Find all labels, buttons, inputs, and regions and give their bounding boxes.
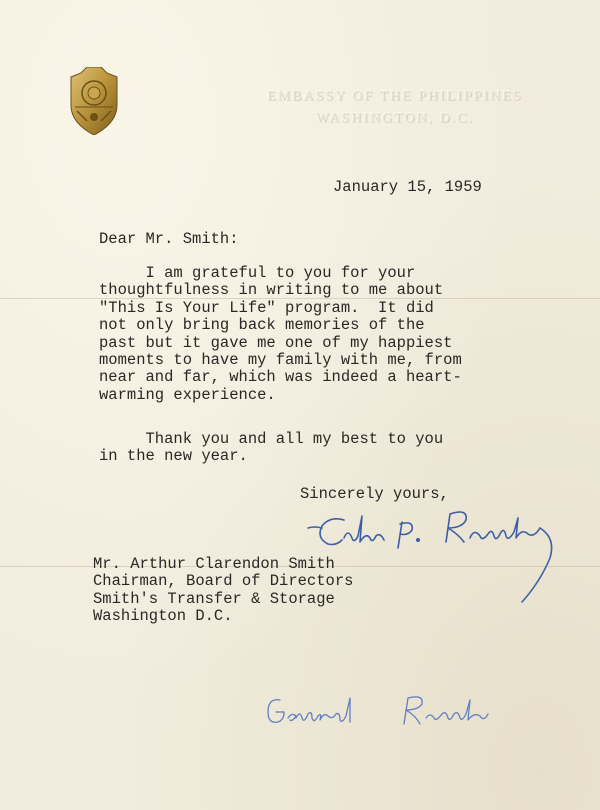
letterhead <box>230 86 560 130</box>
recipient-address <box>93 556 353 626</box>
salutation: Dear Mr. Smith: <box>99 230 239 248</box>
closing: Sincerely yours, <box>300 485 449 503</box>
recipient-city: Washington D.C. <box>93 607 233 626</box>
recipient-title: Chairman, Board of Directors <box>93 572 354 591</box>
letter-date: January 15, 1959 <box>333 178 482 196</box>
philippine-seal-icon <box>67 67 121 135</box>
recipient-name: Mr. Arthur Clarendon Smith <box>93 555 335 573</box>
letterhead-line-2: WASHINGTON, D.C. <box>315 111 475 126</box>
recipient-company: Smith's Transfer & Storage <box>93 589 335 608</box>
body-paragraph-1: I am grateful to you for your thoughtfulness in writing to me about "This Is Your Life" program. It did not only bring back memories of the past but it gave me one of my happiest moments to have my family with me, from near and far, which was indeed a heart- warming experience. <box>99 264 462 404</box>
body-paragraph-2: Thank you and all my best to you in the new year. <box>99 430 444 466</box>
handwritten-note <box>262 690 502 738</box>
letterhead-line-1: EMBASSY OF THE PHILIPPINES <box>267 89 523 104</box>
